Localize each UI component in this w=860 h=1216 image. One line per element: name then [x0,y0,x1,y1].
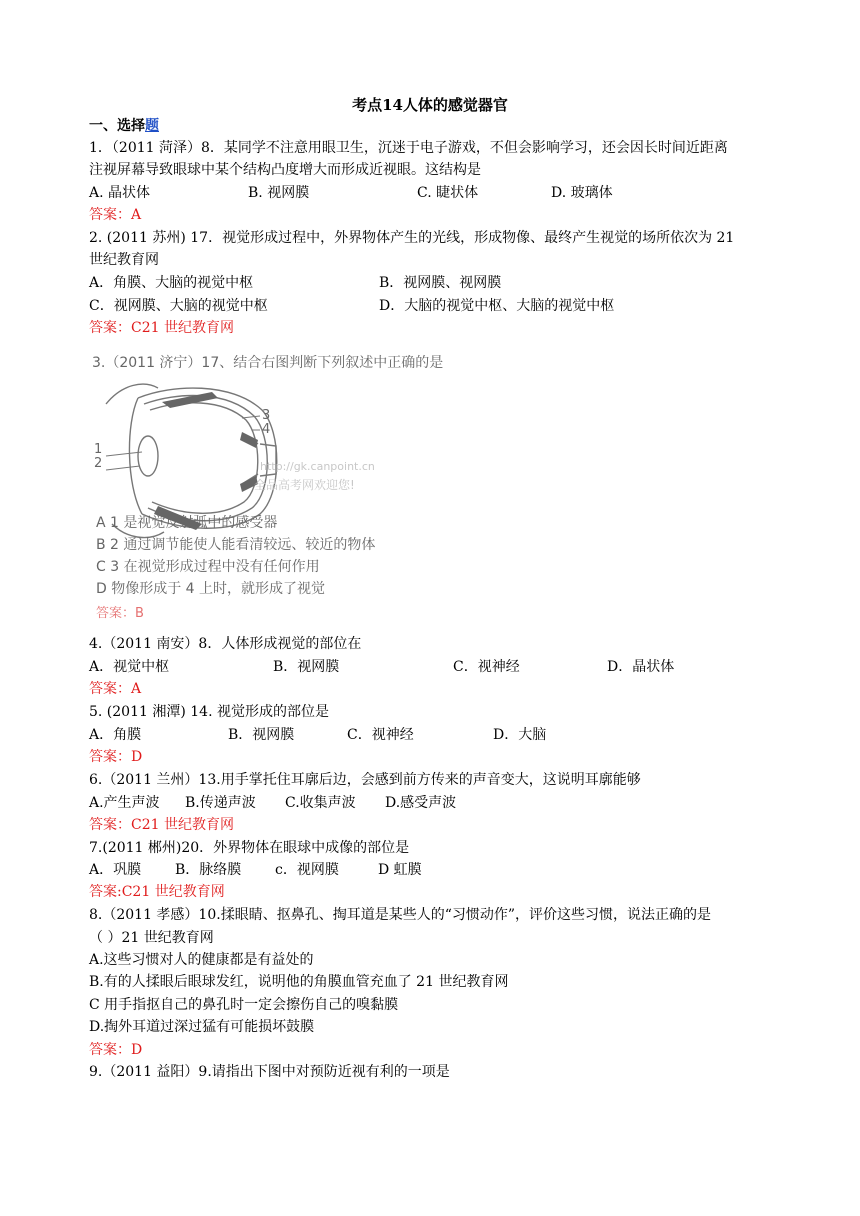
q7-option-b: B．脉络膜 [175,862,242,878]
q1-option-c: C. 睫状体 [417,185,479,201]
q7-option-c: c．视网膜 [275,862,339,878]
q2-answer: 答案：C21 世纪教育网 [89,320,234,336]
q1-stem-line1: 1．（2011 菏泽）8．某同学不注意用眼卫生，沉迷于电子游戏，不但会影响学习，还会因长时间近距离 [89,140,728,156]
page-title: 考点14人体的感觉器官 [352,96,508,114]
q7-stem: 7.(2011 郴州)20．外界物体在眼球中成像的部位是 [89,840,410,856]
q3-option-d: D 物像形成于 4 上时，就形成了视觉 [96,581,326,597]
watermark-text: 全品高考网欢迎您! [254,478,355,492]
q2-option-c: C．视网膜、大脑的视觉中枢 [89,298,268,314]
section-heading-link[interactable]: 题 [145,118,159,134]
q6-stem: 6.（2011 兰州）13.用手掌托住耳廓后边，会感到前方传来的声音变大，这说明耳廓能够 [89,772,641,788]
q4-stem: 4.（2011 南安）8．人体形成视觉的部位在 [89,636,362,652]
q2-stem-line2: 世纪教育网 [89,252,159,268]
q7-option-a: A．巩膜 [89,862,142,878]
q8-option-b: B.有的人揉眼后眼球发红，说明他的角膜血管充血了 21 世纪教育网 [89,974,509,990]
diagram-label-4: 4 [262,422,271,437]
q3-option-b: B 2 通过调节能使人能看清较远、较近的物体 [96,537,376,553]
q8-stem-line2: （ ）21 世纪教育网 [89,930,214,946]
q3-option-a: A 1 是视觉反射弧中的感受器 [96,515,278,531]
q5-answer: 答案：D [89,749,143,765]
q5-option-c: C．视神经 [347,727,414,743]
q1-option-d: D. 玻璃体 [551,185,613,201]
q3-scanned-image [92,352,472,620]
q6-answer: 答案：C21 世纪教育网 [89,817,234,833]
diagram-label-1: 1 [94,442,103,457]
q2-option-a: A．角膜、大脑的视觉中枢 [89,275,254,291]
q1-stem-line2: 注视屏幕导致眼球中某个结构凸度增大而形成近视眼。这结构是 [89,162,481,178]
q8-stem-line1: 8.（2011 孝感）10.揉眼睛、抠鼻孔、掏耳道是某些人的“习惯动作”，评价这些习惯，说法正确的是 [89,907,712,923]
q6-option-d: D.感受声波 [385,795,457,811]
q8-answer: 答案：D [89,1042,143,1058]
q5-option-d: D．大脑 [493,727,547,743]
q8-option-a: A.这些习惯对人的健康都是有益处的 [89,952,314,968]
q3-option-c: C 3 在视觉形成过程中没有任何作用 [96,559,320,575]
diagram-label-3: 3 [262,408,271,423]
q4-option-c: C．视神经 [453,659,520,675]
q7-answer: 答案:C21 世纪教育网 [89,884,225,900]
section-heading [89,116,159,136]
q4-option-d: D．晶状体 [607,659,675,675]
q1-option-a: A. 晶状体 [89,185,151,201]
q4-option-a: A．视觉中枢 [89,659,170,675]
q5-option-a: A．角膜 [89,727,142,743]
q1-answer: 答案：A [89,207,142,223]
q2-option-d: D．大脑的视觉中枢、大脑的视觉中枢 [379,298,615,314]
q8-option-d: D.掏外耳道过深过猛有可能损坏鼓膜 [89,1019,315,1035]
q5-stem: 5. (2011 湘潭) 14. 视觉形成的部位是 [89,704,329,720]
q8-option-c: C 用手指抠自己的鼻孔时一定会擦伤自己的嗅黏膜 [89,997,399,1013]
section-heading-text: 一、选择 [89,118,145,134]
diagram-label-2: 2 [94,456,103,471]
q4-option-b: B．视网膜 [273,659,340,675]
q3-answer: 答案：B [96,606,144,621]
q3-stem: 3.（2011 济宁）17、结合右图判断下列叙述中正确的是 [92,355,444,371]
q2-option-b: B．视网膜、视网膜 [379,275,502,291]
watermark-url: http://gk.canpoint.cn [260,460,375,473]
q6-option-b: B.传递声波 [185,795,256,811]
q1-option-b: B. 视网膜 [248,185,310,201]
q7-option-d: D 虹膜 [378,862,422,878]
q6-option-c: C.收集声波 [285,795,356,811]
q5-option-b: B．视网膜 [228,727,295,743]
q2-stem-line1: 2. (2011 苏州) 17．视觉形成过程中，外界物体产生的光线，形成物像、最终产生视觉的场所依次为 21 [89,230,735,246]
q6-option-a: A.产生声波 [89,795,160,811]
q9-stem: 9.（2011 益阳）9.请指出下图中对预防近视有利的一项是 [89,1064,450,1080]
q4-answer: 答案：A [89,681,142,697]
